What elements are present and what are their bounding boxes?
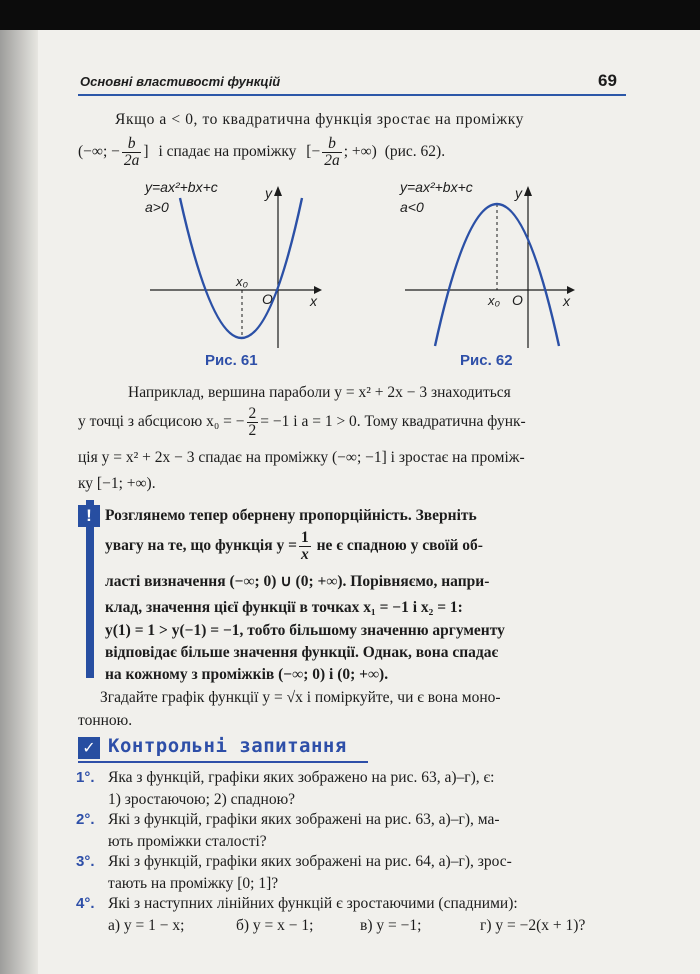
question-text-line-1: Яка з функцій, графіки яких зображено на рис. 63, а)–г), є: bbox=[108, 769, 495, 786]
question-text-line-1: Які з наступних лінійних функцій є зростаючими (спадними): bbox=[108, 895, 518, 912]
option-c: в) y = −1; bbox=[360, 917, 422, 934]
figure-61-graph bbox=[140, 178, 340, 353]
frac-num: b bbox=[122, 136, 142, 153]
question-number: 2°. bbox=[76, 811, 95, 828]
frac-num: 1 bbox=[300, 529, 309, 546]
note-line-3: ласті визначення (−∞; 0) ∪ (0; +∞). Порівняємо, напри- bbox=[105, 573, 490, 590]
intro-line-1: Якщо a < 0, то квадратична функція зростає на проміжку bbox=[115, 111, 524, 128]
fig62-origin: O bbox=[512, 292, 523, 308]
fig61-condition: a>0 bbox=[145, 199, 169, 215]
frac-den: 2 bbox=[248, 422, 257, 439]
fraction-b-2a-2 bbox=[322, 136, 342, 169]
question-text-line-1: Які з функцій, графіки яких зображені на рис. 64, а)–г), зрос- bbox=[108, 853, 512, 870]
fig61-x-label: x bbox=[310, 293, 317, 309]
note-line-6: відповідає більше значення функції. Однак, вона спадає bbox=[105, 644, 499, 661]
scan-top-edge bbox=[0, 0, 700, 30]
checkmark-icon: ✓ bbox=[78, 737, 100, 759]
note-line-7: на кожному з проміжків (−∞; 0) і (0; +∞). bbox=[105, 666, 389, 683]
fraction-1-x bbox=[299, 530, 311, 563]
interval-2-left: [− bbox=[306, 143, 321, 161]
header-rule bbox=[78, 94, 626, 96]
intro-middle: і спадає на проміжку bbox=[158, 143, 297, 161]
fig61-y-arrow bbox=[274, 186, 282, 196]
question-number: 4°. bbox=[76, 895, 95, 912]
page-number: 69 bbox=[598, 71, 617, 90]
exclamation-icon: ! bbox=[78, 505, 100, 527]
fig61-parabola bbox=[180, 198, 302, 338]
example-line-2 bbox=[78, 406, 526, 439]
question-text-line-2: 1) зростаючою; 2) спадною? bbox=[108, 791, 296, 808]
example-l2-part-a: у точці з абсцисою x₀ = − bbox=[78, 413, 245, 431]
fig62-vertex-label: x₀ bbox=[488, 293, 500, 308]
option-d: г) y = −2(x + 1)? bbox=[480, 917, 586, 934]
note-line-1: Розглянемо тепер обернену пропорційність. Зверніть bbox=[105, 507, 477, 524]
intro-line-2 bbox=[78, 136, 445, 169]
option-b: б) y = x − 1; bbox=[236, 917, 314, 934]
example-l2-part-b: = −1 і a = 1 > 0. Тому квадратична функ- bbox=[260, 413, 526, 431]
fig62-condition: a<0 bbox=[400, 199, 424, 215]
fig61-equation: y=ax²+bx+c bbox=[145, 179, 218, 195]
fig62-equation: y=ax²+bx+c bbox=[400, 179, 473, 195]
recall-line-2: тонною. bbox=[78, 712, 133, 729]
example-line-3: ція y = x² + 2x − 3 спадає на проміжку (−∞; −1] і зростає на проміж- bbox=[78, 449, 525, 466]
note-l2-part-a: увагу на те, що функція y = bbox=[105, 537, 297, 555]
fraction-b-2a bbox=[122, 136, 142, 169]
recall-line-1: Згадайте графік функції y = √x і поміркуйте, чи є вона моно- bbox=[100, 689, 501, 706]
frac-den: 2a bbox=[324, 152, 340, 169]
figure-62-caption: Рис. 62 bbox=[460, 352, 513, 369]
note-line-4: клад, значення цієї функції в точках x₁ = −1 і x₂ = 1: bbox=[105, 599, 463, 616]
question-text-line-2: ють проміжки сталості? bbox=[108, 833, 267, 850]
example-line-4: ку [−1; +∞). bbox=[78, 475, 156, 492]
question-text-line-2: тають на проміжку [0; 1]? bbox=[108, 875, 279, 892]
fig61-y-label: y bbox=[265, 185, 272, 201]
fig62-y-label: y bbox=[515, 185, 522, 201]
fraction-2-2 bbox=[247, 406, 259, 439]
frac-num: b bbox=[322, 136, 342, 153]
interval-1-left: (−∞; − bbox=[78, 143, 120, 161]
fig61-origin: O bbox=[262, 291, 273, 307]
figure-ref: (рис. 62). bbox=[384, 143, 446, 161]
control-title-rule bbox=[78, 761, 368, 763]
question-text-line-1: Які з функцій, графіки яких зображені на рис. 63, а)–г), ма- bbox=[108, 811, 500, 828]
example-line-1: Наприклад, вершина параболи y = x² + 2x − 3 знаходиться bbox=[128, 384, 511, 401]
question-number: 1°. bbox=[76, 769, 95, 786]
fig61-vertex-label: x₀ bbox=[236, 274, 248, 289]
section-title: Основні властивості функцій bbox=[80, 74, 281, 89]
fig62-parabola bbox=[435, 204, 559, 346]
figure-62-graph bbox=[395, 178, 595, 353]
control-questions-title: Контрольні запитання bbox=[108, 735, 347, 757]
note-l2-part-b: не є спадною у своїй об- bbox=[316, 537, 483, 555]
interval-2-right: ; +∞) bbox=[343, 143, 377, 161]
question-number: 3°. bbox=[76, 853, 95, 870]
frac-den: 2a bbox=[123, 152, 140, 169]
figure-61-caption: Рис. 61 bbox=[205, 352, 258, 369]
fig62-x-label: x bbox=[563, 293, 570, 309]
note-line-5: y(1) = 1 > y(−1) = −1, тобто більшому значенню аргументу bbox=[105, 622, 505, 639]
fig62-y-arrow bbox=[524, 186, 532, 196]
interval-1-right: ] bbox=[143, 143, 149, 161]
frac-num: 2 bbox=[248, 405, 257, 422]
frac-den: x bbox=[300, 546, 309, 563]
note-line-2 bbox=[105, 530, 483, 563]
option-a: а) y = 1 − x; bbox=[108, 917, 185, 934]
book-gutter-shadow bbox=[0, 30, 38, 974]
